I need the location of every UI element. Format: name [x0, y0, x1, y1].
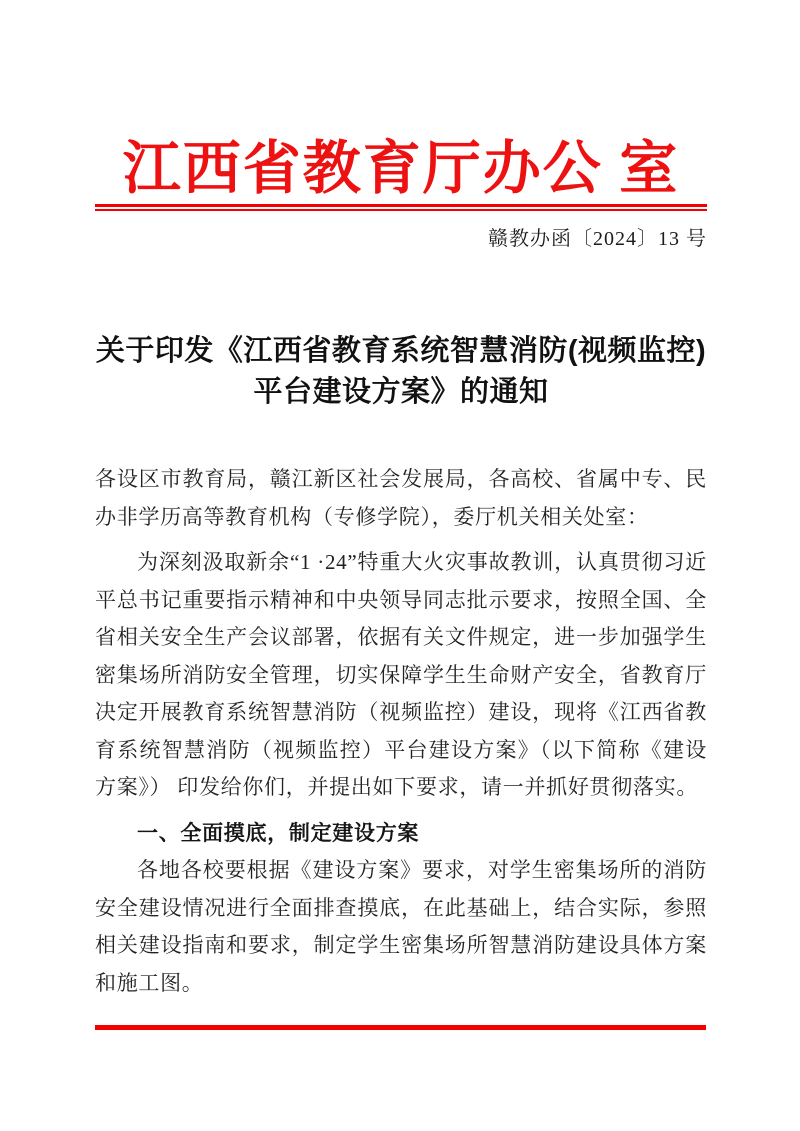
letterhead-agency-title: 江西省教育厅办公 室	[122, 136, 680, 201]
notice-title-line-2: 平台建设方案》的通知	[253, 376, 549, 408]
section-1-paragraph: 各地各校要根据《建设方案》要求，对学生密集场所的消防安全建设情况进行全面排查摸底，在此基础上，结合实际，参照相关建设指南和要求，制定学生密集场所智慧消防建设具体方案和施工图。	[95, 858, 707, 995]
body-salutation: 各设区市教育局，赣江新区社会发展局，各高校、省属中专、民办非学历高等教育机构（专修学院），委厅机关相关处室：	[95, 467, 707, 529]
doc-number: 赣教办函〔2024〕13 号	[488, 228, 707, 250]
footer-divider	[95, 1025, 706, 1030]
header-divider	[95, 204, 707, 211]
section-1-heading: 一、全面摸底，制定建设方案	[137, 821, 420, 845]
body-paragraph-1: 为深刻汲取新余“1 ·24”特重大火灾事故教训，认真贯彻习近平总书记重要指示精神和中央领导同志批示要求，按照全国、全省相关安全生产会议部署，依据有关文件规定，进一步加强学生密集场所消防安全管理，切实保障学生生命财产安全，省教育厅决定开展教育系统智慧消防（视频监控）建设，现将《江西省教育系统智慧消防（视频监控）平台建设方案》（以下简称《建设方案》） 印发给你们，并提出如下要求，请一并抓好贯彻落实。	[95, 550, 707, 799]
notice-body	[95, 461, 707, 1002]
notice-title	[95, 331, 707, 413]
notice-title-line-1: 关于印发《江西省教育系统智慧消防(视频监控)	[95, 335, 707, 367]
content-column	[95, 0, 707, 1002]
